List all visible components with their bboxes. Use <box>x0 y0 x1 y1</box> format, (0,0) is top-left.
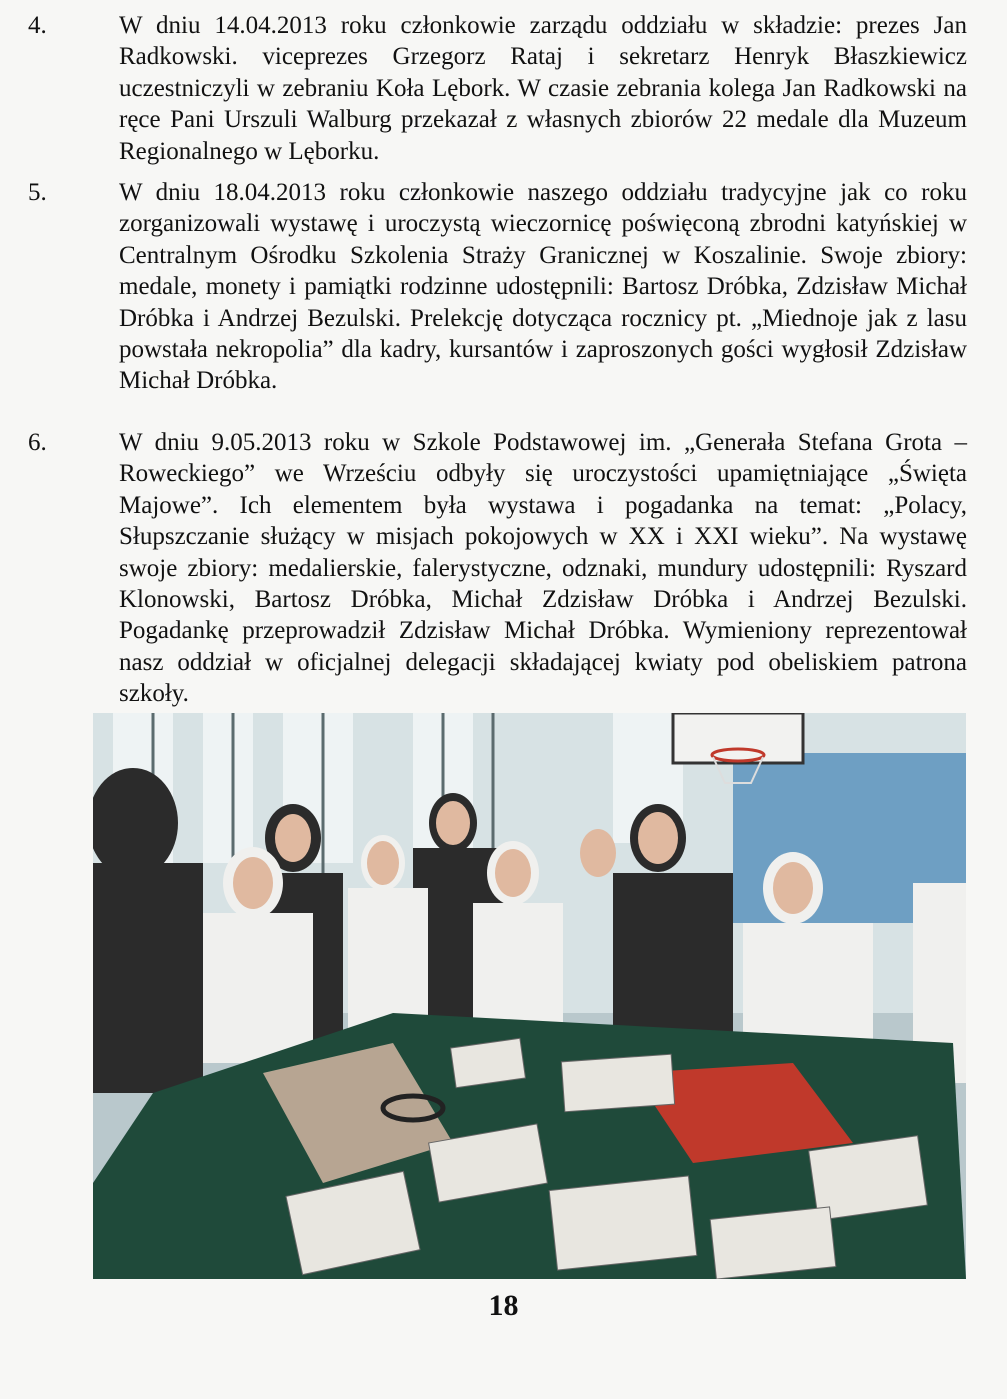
item-number: 5. <box>28 179 47 206</box>
item-text: W dniu 14.04.2013 roku członkowie zarządu oddziału w składzie: prezes Jan Radkowski. viceprezes Grzegorz Rataj i sekretarz Henryk Błaszkiewicz uczestniczyli w zebraniu Koła Lębork. W czasie zebrania kolega Jan Radkowski na ręce Pani Urszuli Walburg przekazał z własnych zbiorów 22 medale dla Muzeum Regionalnego w Lęborku. <box>119 12 967 165</box>
item-text: W dniu 9.05.2013 roku w Szkole Podstawowej im. „Generała Stefana Grota – Roweckiego” we Wrześciu odbyły się uroczystości upamiętniające „Święta Majowe”. Ich elementem była wystawa i pogadanka na temat: „Polacy, Słupszczanie służący w misjach pokojowych w XX i XXI wieku”. Na wystawę swoje zbiory: medalierskie, falerystyczne, odznaki, mundury udostępnili: Ryszard Klonowski, Bartosz Dróbka, Michał Zdzisław Dróbka i Andrzej Bezulski. Pogadankę przeprowadził Zdzisław Michał Dróbka. Wymieniony reprezentował nasz oddział w oficjalnej delegacji składającej kwiaty pod obeliskiem patrona szkoły. <box>119 429 967 708</box>
item-text: W dniu 18.04.2013 roku członkowie naszego oddziału tradycyjne jak co roku zorganizowali wystawę i uroczystą wieczornicę poświęconą zbrodni katyńskiej w Centralnym Ośrodku Szkolenia Straży Granicznej w Koszalinie. Swoje zbiory: medale, monety i pamiątki rodzinne udostępnili: Bartosz Dróbka, Zdzisław Michał Dróbka i Andrzej Bezulski. Prelekcję dotycząca rocznicy pt. „Miednoje jak z lasu powstała nekropolia” dla kadry, kursantów i zaproszonych gości wygłosił Zdzisław Michał Dróbka. <box>119 179 967 395</box>
exhibition-photo <box>93 713 966 1279</box>
page-number: 18 <box>488 1289 519 1322</box>
item-number: 4. <box>28 12 47 39</box>
item-number: 6. <box>28 429 47 456</box>
